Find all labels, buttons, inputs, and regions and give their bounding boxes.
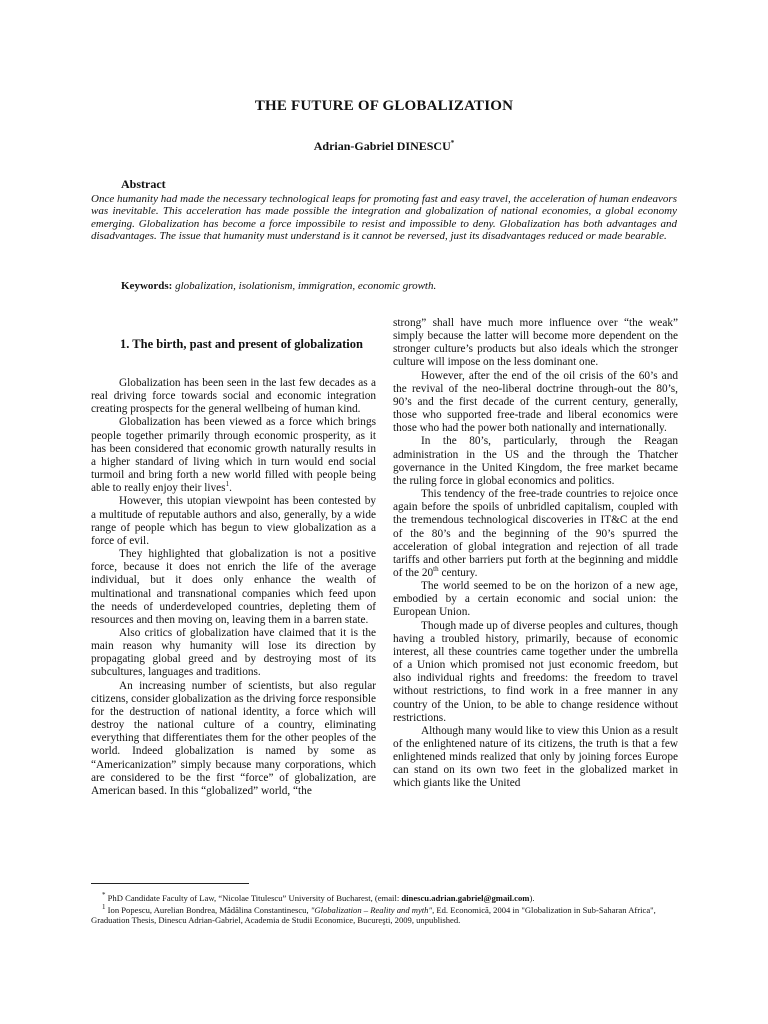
section-title: The birth, past and present of globalization — [132, 337, 363, 351]
paragraph: However, after the end of the oil crisis of the 60’s and the revival of the neo-liberal doctrine through-out the 80’s, 90’s and the first decade of the current century, generally, those who supported free-trade and liberal economics were those who had the power both nationally and internationally. — [393, 369, 678, 435]
paragraph: Globalization has been viewed as a force which brings people together primarily through economic prosperity, as it has been considered that economic growth naturally results in a higher standard of living which in turn would end social turmoil and bring forth a new world filled with people being able to really enjoy their lives$^1$. — [91, 416, 376, 495]
keywords-line — [121, 280, 436, 292]
footnote-text: Ion Popescu, Aurelian Bondrea, Mădălina Constantinescu, — [107, 904, 311, 915]
footnote-divider — [91, 883, 249, 884]
author-name: Adrian-Gabriel DINESCU — [313, 139, 451, 153]
paragraph-text: Globalization has been viewed as a force which brings people together primarily through economic prosperity, as it has been considered that economic growth naturally results in a higher standard of living which in turn would end social turmoil and bring forth a new world filled with people being able to really enjoy their lives — [91, 416, 376, 495]
footnote-text-cont: , Ed. Economică, 2004 in "Globalization in Sub-Saharan Africa", Graduation Thesis, Dinescu Adrian-Gabriel, Academia de Studii Economice, Bucureşti, 2009, unpublished. — [91, 904, 656, 926]
paragraph-text: This tendency of the free-trade countries to rejoice once again before the spoils of unbridled capitalism, coupled with the tremendous technological discoveries in IT&C at the end of the 80’s and the beginning of the 90’s spurred the acceleration of global integration and rejection of all trade tariffs and other barriers put forth at the beginning and middle of the 20 — [393, 488, 678, 579]
footnote-end: ). — [529, 893, 535, 903]
footnote-italic: "Globalization – Reality and myth" — [310, 904, 433, 915]
left-column — [91, 377, 376, 798]
paragraph: Also critics of globalization have claimed that it is the main reason why humanity will lose its direction by propagating global greed and by destroying most of its subcultures, languages and traditions. — [91, 626, 376, 679]
footnote-mark: * — [102, 891, 106, 900]
paragraph: However, this utopian viewpoint has been contested by a multitude of reputable authors and also, generally, by a wide range of people which has begun to view globalization as a force of evil. — [91, 495, 376, 547]
footnote-mark: 1 — [102, 902, 106, 911]
footnote — [91, 902, 677, 926]
paragraph: Globalization has been seen in the last few decades as a real driving force towards social and economic integration creating prospects for the general wellbeing of human kind. — [91, 377, 376, 416]
author-line — [0, 139, 768, 154]
paragraph: Though made up of diverse peoples and cultures, though having a troubled history, primarily, because of economic interest, all these countries came together under the umbrella of a Union which promised not just economic freedom, but also individual rights and freedoms: the freedom to travel without restrictions, to find work in a free manner in any country of the Union, to be able to change residence without restrictions. — [393, 619, 678, 724]
footnote-text: PhD Candidate Faculty of Law, “Nicolae Titulescu” University of Bucharest, (email: — [107, 893, 402, 903]
paragraph — [393, 488, 678, 580]
keywords-label: Keywords: — [121, 280, 173, 292]
paragraph: The world seemed to be on the horizon of a new age, embodied by a certain economic and social union: the European Union. — [393, 580, 678, 619]
paragraph: Although many would like to view this Union as a result of the enlightened nature of its citizens, the truth is that a few enlightened minds realized that only by joining forces Europe can stand on its own two feet in the globalized market in which giants like the United — [393, 724, 678, 790]
abstract-heading: Abstract — [121, 177, 166, 191]
paragraph: An increasing number of scientists, but also regular citizens, consider globalization as the driving force responsible for the destruction of national identity, a force which will destroy the national culture of a country, eliminating everything that differentiates them for the other peoples of the world. Indeed globalization is named by some as “Americanization” simply because many corporations, which are considered to be the first “force” of globalization, are American based. In this “globalized” world, “the — [91, 679, 376, 797]
superscript-th: th — [433, 565, 439, 574]
abstract-text: Once humanity had made the necessary technological leaps for promoting fast and easy travel, the acceleration of human endeavors was inevitable. This acceleration has made possible the integration and globalization of national economies, a global economy emerging. Globalization has become a force impossibile to resist and impossible to deny. Globalization has both advantages and disadvantages. The issue that humanity must understand is it cannot be reversed, just its disadvantages reduced or made bearable. — [91, 193, 677, 242]
footnote-ref: 1 — [225, 480, 230, 489]
right-column — [393, 317, 678, 791]
section-heading — [91, 337, 376, 352]
section-number: 1. — [120, 337, 130, 351]
paragraph: They highlighted that globalization is not a positive force, because it does not enrich the life of the average individual, but it does only enhance the wealth of multinational and transnational companies which feed upon the needs of underdeveloped countries, depleting them of resources and then moving on, leaving them in a barren state. — [91, 548, 376, 626]
paragraph-tail: century. — [438, 566, 478, 579]
keywords-text: globalization, isolationism, immigration, economic growth. — [175, 280, 437, 292]
paper-title: THE FUTURE OF GLOBALIZATION — [254, 98, 514, 114]
footnotes — [91, 893, 677, 927]
paragraph: In the 80’s, particularly, through the Reagan administration in the US and the through the Thatcher governance in the United Kingdom, the free market became the ruling force in global economics and politics. — [393, 435, 678, 487]
footnote-email: dinescu.adrian.gabriel@gmail.com — [401, 893, 530, 903]
footnote — [91, 893, 677, 904]
paragraph: strong” shall have much more influence over “the weak” simply because the latter will become more dependent on the stronger culture’s products but also ideals which the stronger culture will impose on the less dominant one. — [393, 317, 678, 369]
author-footnote-mark: * — [450, 139, 455, 147]
